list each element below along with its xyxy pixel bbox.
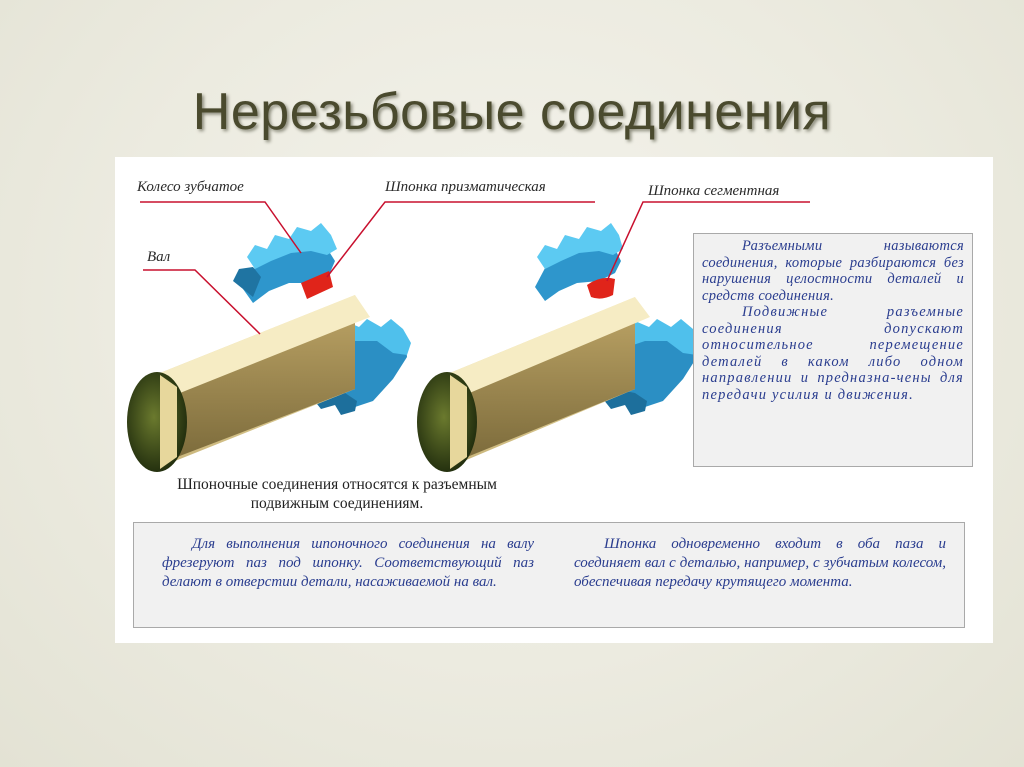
illustration-panel <box>115 157 993 643</box>
label-gear-wheel: Колесо зубчатое <box>137 179 244 195</box>
definition-paragraph-1: Разъемными называются соединения, которые разбираются без нарушения целостности деталей и средств соединения. <box>702 238 964 304</box>
explanation-right <box>574 535 946 592</box>
shaft-left <box>127 295 370 472</box>
shaft-right <box>417 297 650 472</box>
label-segment-key: Шпонка сегментная <box>648 183 780 199</box>
explanation-right-text: Шпонка одновременно входит в оба паза и соединяет вал с деталью, например, с зубчатым колесом, обеспечивая передачу крутящего момента. <box>574 536 946 590</box>
explanation-box <box>133 522 965 628</box>
definition-box <box>693 233 973 467</box>
figure-caption: Шпоночные соединения относятся к разъемным подвижным соединениям. <box>177 476 497 512</box>
explanation-left <box>162 535 534 592</box>
explanation-left-text: Для выполнения шпоночного соединения на валу фрезеруют паз под шпонку. Соответствующий паз делают в отверстии детали, насаживаемой на вал. <box>162 536 534 590</box>
label-prismatic-key: Шпонка призматическая <box>385 179 546 195</box>
definition-paragraph-2: Подвижные разъемные соединения допускают относительное перемещение деталей в каком либо одном направлении и предназна-чены для передачи усилия и движения. <box>702 304 964 403</box>
label-shaft: Вал <box>147 249 171 265</box>
slide-title: Нерезьбовые соединения <box>192 83 832 141</box>
